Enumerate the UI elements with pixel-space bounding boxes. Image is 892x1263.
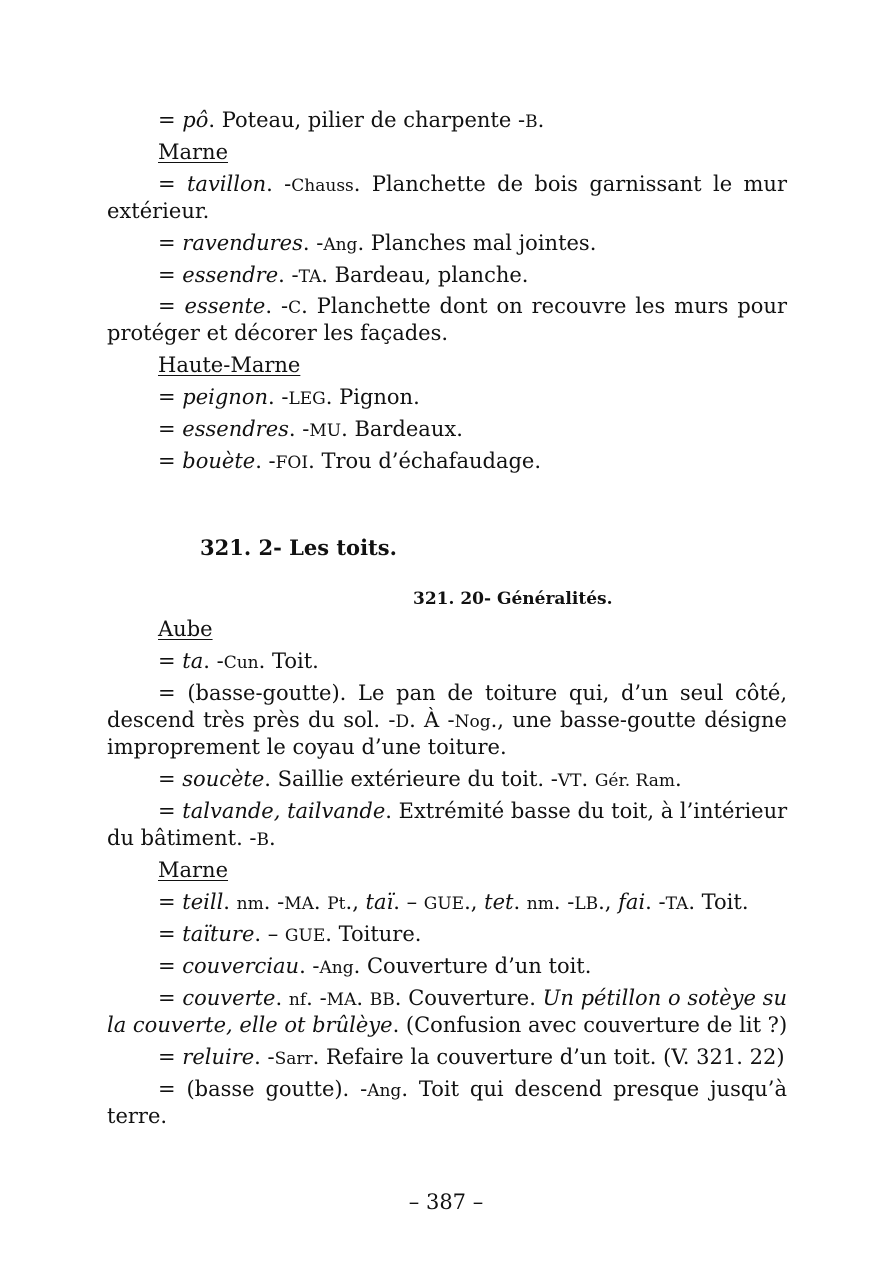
text: . Couverture d’un toit. (353, 954, 592, 978)
text: . (275, 986, 289, 1010)
text: . (223, 890, 237, 914)
text: . (Confusion avec couverture de lit ?) (392, 1013, 788, 1037)
entry-continuation: terre. (107, 1104, 168, 1128)
entry-tavillon (158, 171, 787, 200)
text: . (269, 826, 276, 850)
region-heading: Aube (158, 617, 213, 641)
source-abbrev: Sarr (274, 1049, 313, 1069)
entry-talvande (158, 798, 787, 825)
text: descend très près du sol. - (107, 708, 396, 732)
text: . Bardeau, planche. (321, 263, 529, 287)
text: . Poteau, pilier de charpente - (208, 108, 526, 132)
source-abbrev: VT (557, 771, 582, 791)
headword: soucète (182, 767, 265, 791)
text: = (158, 922, 183, 946)
text: . Planches mal jointes. (357, 231, 597, 255)
text: = (158, 954, 183, 978)
text: . - (255, 449, 276, 473)
source-abbrev: Ang (367, 1081, 402, 1101)
text: . (313, 890, 328, 914)
text: = (158, 890, 183, 914)
headword: essendre (182, 263, 279, 287)
source-abbrev: TA (298, 267, 322, 287)
entry-po (158, 107, 544, 136)
text: . - (299, 954, 320, 978)
text: . Toiture. (325, 922, 422, 946)
text: . Planchette dont on recouvre les murs pour (301, 294, 787, 318)
entry-basse-goutte: = (basse-goutte). Le pan de toiture qui, d’un seul côté, (158, 681, 787, 705)
text: = (158, 108, 183, 132)
source-abbrev: LB (574, 894, 599, 914)
source-abbrev: B (256, 830, 270, 850)
source-abbrev: Ang (323, 235, 358, 255)
text: . – (393, 890, 424, 914)
text: . Trou d’échafaudage. (308, 449, 542, 473)
text: = (158, 417, 183, 441)
text: . Toit qui descend presque jusqu’à (401, 1077, 788, 1101)
text: . - (254, 1045, 275, 1069)
region-heading: Marne (158, 140, 229, 164)
source-abbrev: GUE (284, 926, 326, 946)
source-abbrev: TA (665, 894, 689, 914)
text: . Toit. (258, 649, 319, 673)
source-abbrev: B (525, 112, 538, 132)
text: = (basse goutte). - (158, 1077, 368, 1101)
source-abbrev: Nog (454, 712, 491, 732)
source-abbrev: MA (284, 894, 314, 914)
entry-continuation: improprement le coyau d’une toiture. (107, 735, 507, 759)
entry-taiture (158, 921, 421, 950)
entry-peignon (158, 384, 420, 413)
headword: pô (182, 108, 209, 132)
text: . (356, 986, 370, 1010)
text: . (537, 108, 545, 132)
text: . - (268, 385, 289, 409)
headword: couverte (182, 986, 276, 1010)
text: . (674, 767, 682, 791)
entry-teill (158, 889, 749, 918)
headword: taï (365, 890, 394, 914)
text: . Toit. (688, 890, 749, 914)
text: . Saillie extérieure du toit. - (264, 767, 558, 791)
entry-continuation (107, 825, 276, 854)
text: . - (302, 231, 324, 255)
text: ., (345, 890, 366, 914)
headword: teill (182, 890, 224, 914)
text: = (158, 799, 183, 823)
entry-continuation: protéger et décorer les façades. (107, 321, 449, 345)
entry-couverciau (158, 953, 591, 982)
text: . Extrémité basse du toit, à l’intérieur (385, 799, 788, 823)
text: = (158, 385, 183, 409)
subsection-heading: 321. 20- Généralités. (413, 589, 613, 609)
text: . Bardeaux. (341, 417, 463, 441)
headword: ta (182, 649, 204, 673)
text: ., une basse-goutte désigne (490, 708, 787, 732)
text: . - (553, 890, 575, 914)
text: . (513, 890, 527, 914)
text: = (158, 649, 183, 673)
headword: essente (184, 294, 266, 318)
page-number: – 387 – (408, 1190, 484, 1214)
text: = (158, 767, 183, 791)
source-abbrev: Cun (223, 653, 259, 673)
text: . À - (409, 708, 455, 732)
entry-reluire (158, 1044, 785, 1073)
text: . (581, 767, 595, 791)
region-heading: Haute-Marne (158, 353, 301, 377)
source-abbrev: Chauss (291, 176, 354, 196)
headword: peignon (182, 385, 269, 409)
source-abbrev: BB (369, 990, 395, 1010)
text: . Couverture. (394, 986, 543, 1010)
entry-essendre (158, 262, 528, 291)
text: = (158, 231, 183, 255)
source-abbrev: D (395, 712, 410, 732)
entry-basse-goutte-2 (158, 1076, 787, 1105)
text: = (158, 1045, 183, 1069)
source-abbrev: MU (309, 421, 342, 441)
entry-bouete (158, 448, 541, 477)
headword: ravendures (182, 231, 303, 255)
entry-ravendures (158, 230, 596, 259)
headword: tavillon (186, 172, 267, 196)
source-abbrev: Ang (319, 958, 354, 978)
source-abbrev: C (288, 298, 302, 318)
text: . - (288, 417, 310, 441)
source-abbrev: Pt (327, 894, 346, 914)
text: . Planchette de bois garnissant le mur (353, 172, 787, 196)
text: . – (254, 922, 285, 946)
entry-essendres (158, 416, 463, 445)
text: . - (278, 263, 299, 287)
entry-couverte (158, 985, 787, 1014)
headword: reluire (182, 1045, 255, 1069)
text: . - (266, 172, 292, 196)
source-abbrev: Gér. Ram (594, 771, 675, 791)
headword: talvande, tailvande (182, 799, 386, 823)
text: = (158, 263, 183, 287)
text: . - (265, 294, 289, 318)
headword: bouète (182, 449, 256, 473)
text: . Pignon. (325, 385, 420, 409)
example-quote: la couverte, elle ot brûlèye (107, 1013, 393, 1037)
region-heading: Marne (158, 858, 229, 882)
source-abbrev: GUE (423, 894, 465, 914)
entry-ta (158, 648, 319, 677)
text: = (158, 449, 183, 473)
entry-continuation (107, 707, 787, 736)
text: . - (263, 890, 285, 914)
text: ., (464, 890, 485, 914)
text: ., (598, 890, 619, 914)
entry-continuation (107, 1012, 787, 1039)
text: . - (306, 986, 327, 1010)
text: = (158, 986, 183, 1010)
headword: essendres (182, 417, 289, 441)
source-abbrev: MA (326, 990, 357, 1010)
text: . - (203, 649, 224, 673)
text: = (158, 172, 187, 196)
example-quote: Un pétillon o sotèye su (542, 986, 787, 1010)
grammar-abbrev: nm (526, 894, 554, 914)
source-abbrev: LEG (288, 389, 326, 409)
text: . Refaire la couverture d’un toit. (V. 321. 22) (312, 1045, 785, 1069)
entry-essente (158, 293, 787, 322)
section-heading: 321. 2- Les toits. (200, 535, 397, 560)
grammar-abbrev: nm (236, 894, 264, 914)
headword: couverciau (182, 954, 300, 978)
entry-soucete (158, 766, 682, 795)
text: = (158, 294, 185, 318)
text: du bâtiment. - (107, 826, 257, 850)
headword: fai (618, 890, 646, 914)
entry-continuation: extérieur. (107, 199, 210, 223)
grammar-abbrev: nf (288, 990, 307, 1010)
headword: taïture (182, 922, 255, 946)
headword: tet (484, 890, 514, 914)
source-abbrev: FOI (275, 453, 309, 473)
text: . - (645, 890, 666, 914)
